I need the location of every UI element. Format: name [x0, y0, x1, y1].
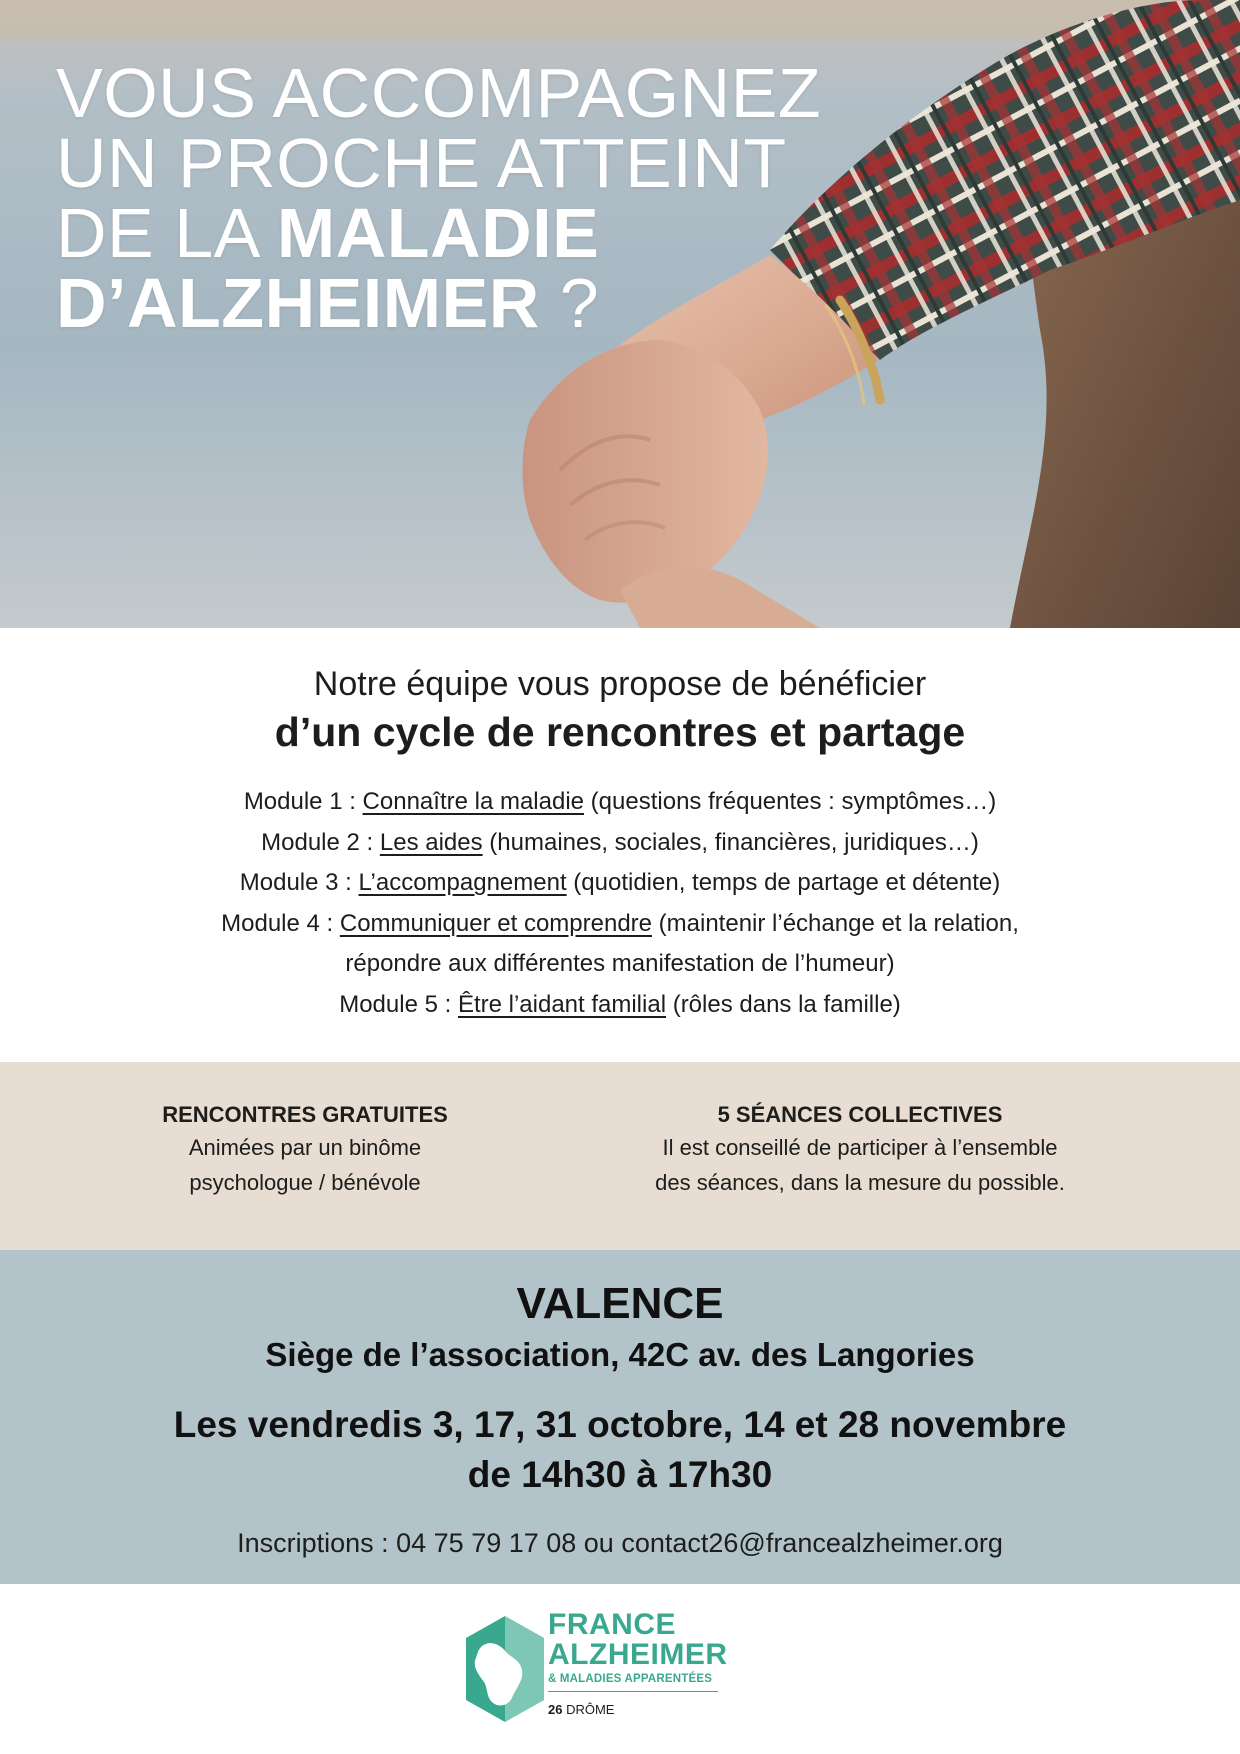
free-meetings-line1: Animées par un binôme [188, 1135, 422, 1160]
module-1-title: Connaître la maladie [362, 788, 585, 815]
module-1-prefix: Module 1 : [243, 788, 363, 815]
module-list [0, 782, 1240, 1025]
sessions-line2: des séances, dans la mesure du possible. [655, 1170, 1065, 1195]
sessions-block [630, 1100, 1090, 1200]
logo-line-alzheimer: ALZHEIMER [548, 1638, 728, 1671]
intro-headline: d’un cycle de rencontres et partage [274, 709, 966, 755]
info-band [0, 1062, 1240, 1250]
module-3 [0, 863, 1240, 904]
event-dates-line1: Les vendredis 3, 17, 31 octobre, 14 et 28 novembre [173, 1404, 1067, 1445]
intro-subtitle: Notre équipe vous propose de bénéficier [313, 665, 927, 703]
event-band [0, 1250, 1240, 1584]
hero-title-line2: UN PROCHE ATTEINT [56, 124, 787, 202]
module-3-title: L’accompagnement [358, 869, 567, 896]
module-5-prefix: Module 5 : [339, 990, 458, 1018]
hero-title-line3-bold: MALADIE [276, 194, 600, 272]
hero-title-line4-regular: ? [539, 264, 600, 342]
hero-title-line4-bold: D’ALZHEIMER [56, 264, 540, 342]
module-5-detail: (rôles dans la famille) [666, 990, 901, 1018]
module-4-detail: (maintenir l’échange et la relation, [652, 909, 1019, 937]
logo-dept-name: DRÔME [562, 1702, 615, 1717]
event-dates [0, 1400, 1240, 1500]
hero-title-line4 [56, 264, 821, 342]
logo-dept-number: 26 [548, 1702, 563, 1717]
free-meetings-title: RENCONTRES GRATUITES [162, 1102, 448, 1127]
free-meetings-block [110, 1100, 500, 1200]
sessions-title: 5 SÉANCES COLLECTIVES [717, 1102, 1003, 1127]
sessions-line1: Il est conseillé de participer à l’ensemble [662, 1135, 1058, 1160]
intro [0, 662, 1240, 758]
event-dates-line2: de 14h30 à 17h30 [467, 1454, 773, 1495]
logo-divider [548, 1691, 718, 1692]
module-4 [0, 904, 1240, 945]
module-3-prefix: Module 3 : [239, 869, 359, 896]
module-2-title: Les aides [379, 828, 483, 856]
module-2-detail: (humaines, sociales, financières, juridiques…) [482, 828, 979, 856]
event-address: Siège de l’association, 42C av. des Langories [265, 1336, 975, 1373]
module-4-continuation: répondre aux différentes manifestation de l’humeur) [345, 950, 895, 977]
logo-text [548, 1610, 728, 1692]
module-5 [0, 985, 1240, 1026]
module-2 [0, 823, 1240, 864]
hero-title-line3-regular: DE LA [56, 194, 277, 272]
module-2-prefix: Module 2 : [261, 828, 380, 856]
hero-title-line1: VOUS ACCOMPAGNEZ [56, 54, 822, 132]
module-1 [0, 782, 1240, 823]
logo-line-subtitle: & MALADIES APPARENTÉES [548, 1673, 713, 1685]
module-1-detail: (questions fréquentes : symptômes…) [584, 788, 997, 815]
module-5-title: Être l’aidant familial [457, 990, 667, 1018]
hexagon-map-icon [460, 1608, 550, 1730]
logo-line-france: FRANCE [548, 1608, 676, 1641]
hero-title [56, 54, 822, 342]
event-contact: Inscriptions : 04 75 79 17 08 ou contact26@francealzheimer.org [237, 1528, 1003, 1558]
module-4-prefix: Module 4 : [221, 909, 340, 937]
france-alzheimer-logo [460, 1608, 790, 1730]
logo-department [548, 1702, 614, 1718]
module-3-detail: (quotidien, temps de partage et détente) [566, 869, 1001, 896]
hero-title-line3 [56, 194, 821, 272]
module-4-title: Communiquer et comprendre [339, 909, 652, 937]
hero-photo [0, 0, 1240, 628]
free-meetings-line2: psychologue / bénévole [189, 1170, 421, 1195]
event-city: VALENCE [516, 1279, 724, 1328]
